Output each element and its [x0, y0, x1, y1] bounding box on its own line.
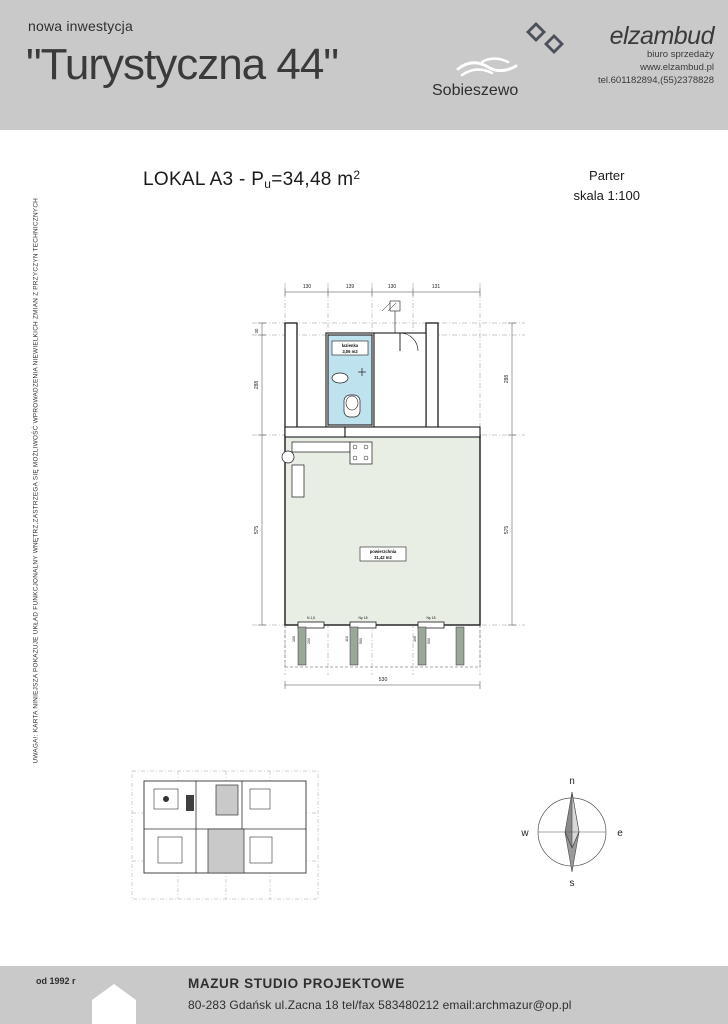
company-phone: tel.601182894,(55)2378828 — [597, 74, 714, 86]
scale-label: skala 1:100 — [573, 187, 640, 203]
company-logo-block — [524, 16, 714, 87]
svg-text:575: 575 — [504, 525, 510, 535]
svg-text:130: 130 — [387, 284, 397, 290]
compass-west-label: w — [521, 828, 529, 839]
compass-south-label: s — [569, 878, 575, 889]
svg-text:530: 530 — [378, 677, 388, 683]
svg-text:500: 500 — [427, 638, 431, 644]
company-name: elzambud — [609, 22, 714, 50]
page-footer — [0, 966, 728, 1024]
svg-text:Np 18: Np 18 — [426, 616, 436, 620]
lokal-label: LOKAL A3 — [143, 169, 234, 190]
svg-text:N 1,5: N 1,5 — [306, 616, 316, 620]
svg-text:288: 288 — [504, 374, 510, 384]
side-note-container — [0, 0, 40, 1024]
area-value: =34,48 m — [271, 169, 354, 190]
svg-text:Np 18: Np 18 — [358, 616, 368, 620]
header-locality: Sobieszewo — [432, 82, 519, 99]
svg-text:100: 100 — [413, 636, 417, 642]
area-superscript: 2 — [353, 168, 361, 182]
page-title: "Turystyczna 44" — [26, 40, 338, 89]
svg-text:30: 30 — [254, 328, 259, 334]
main-floorplan-drawing — [240, 275, 540, 705]
floor-label: Parter — [589, 168, 625, 183]
building-key-plan — [130, 765, 320, 915]
area-symbol: P — [251, 169, 265, 190]
compass-rose — [515, 770, 630, 890]
lokal-heading — [143, 168, 360, 191]
house-logo-icon — [92, 984, 152, 1024]
svg-text:powierzchnia: powierzchnia — [369, 549, 397, 554]
compass-north-label: n — [569, 776, 575, 787]
footer-since-label: od 1992 r — [36, 976, 76, 986]
footer-studio-name: MAZUR STUDIO PROJEKTOWE — [188, 976, 405, 991]
svg-text:130: 130 — [302, 284, 312, 290]
footer-address: 80-283 Gdańsk ul.Zacna 18 tel/fax 583480212 email:archmazur@op.pl — [188, 998, 572, 1012]
svg-text:110: 110 — [345, 636, 349, 642]
svg-text:31,42 m2: 31,42 m2 — [374, 555, 392, 560]
lokal-separator: - — [239, 169, 246, 190]
company-website: www.elzambud.pl — [640, 61, 714, 73]
company-tagline: biuro sprzedaży — [646, 49, 714, 60]
svg-text:100: 100 — [292, 636, 296, 642]
wave-icon — [452, 55, 522, 79]
page-header — [0, 0, 728, 130]
compass-east-label: e — [617, 828, 623, 839]
area-subscript: u — [264, 177, 272, 191]
svg-text:łazienka: łazienka — [341, 343, 359, 348]
svg-text:3,06 m2: 3,06 m2 — [342, 349, 358, 354]
floor-scale-info — [574, 166, 641, 205]
header-subtitle: nowa inwestycja — [28, 18, 133, 34]
svg-text:500: 500 — [359, 638, 363, 644]
svg-text:139: 139 — [345, 284, 355, 290]
technical-disclaimer: UWAGA!: KARTA NINIEJSZA POKAZUJE UKŁAD FUNKCJONALNY WNĘTRZ,ZASTRZEGA SIĘ MOŻLIWOŚĆ WPROWADZENIA NIEWIELKICH ZMIAN Z PRZYCZYN TECHNICZNYCH — [32, 197, 40, 764]
svg-text:288: 288 — [254, 380, 260, 390]
svg-text:575: 575 — [254, 525, 260, 535]
svg-text:200: 200 — [307, 638, 311, 644]
svg-text:131: 131 — [431, 284, 441, 290]
elzambud-diamond-logo-icon — [524, 20, 568, 60]
